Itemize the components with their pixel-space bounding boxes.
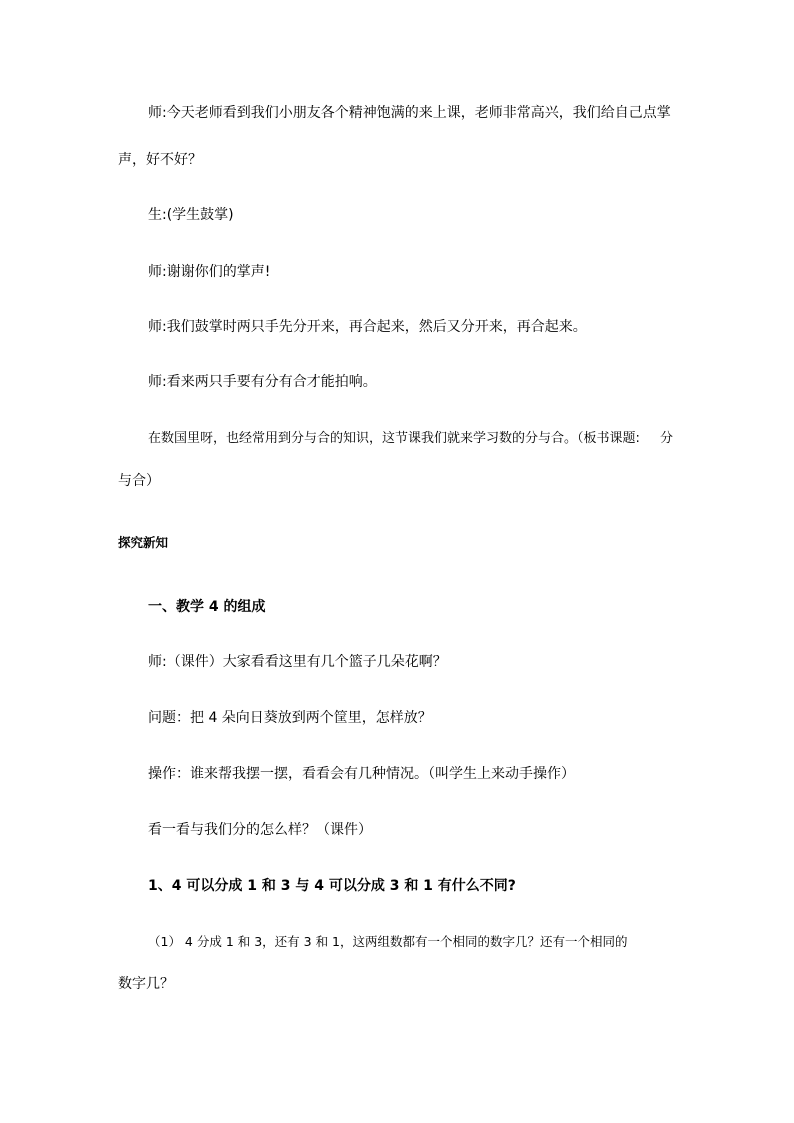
section-heading: 探究新知	[118, 535, 169, 550]
item-teacher-question: 师:（课件）大家看看这里有几个篮子几朵花啊？	[148, 654, 447, 670]
paragraph-student-clap: 生:(学生鼓掌)	[148, 207, 234, 223]
item-observe: 看一看与我们分的怎么样？（课件）	[148, 822, 372, 838]
subpoint-1-line1: （1） 4 分成 1 和 3，还有 3 和 1，这两组数都有一个相同的数字几？还有一个相同的	[148, 934, 628, 949]
paragraph-lesson-intro-tail: 分	[660, 431, 674, 446]
paragraph-teacher-clap-explain: 师:我们鼓掌时两只手先分开来，再合起来，然后又分开来，再合起来。	[148, 319, 587, 335]
paragraph-teacher-greeting-line1: 师:今天老师看到我们小朋友各个精神饱满的来上课，老师非常高兴，我们给自己点掌	[148, 105, 671, 121]
subpoint-1-line2: 数字几？	[118, 976, 174, 992]
item-problem: 问题：把 4 朵向日葵放到两个筐里，怎样放？	[148, 710, 432, 726]
paragraph-teacher-thanks: 师:谢谢你们的掌声!	[148, 264, 271, 280]
point-heading-1: 1、4 可以分成 1 和 3 与 4 可以分成 3 和 1 有什么不同?	[148, 878, 516, 894]
paragraph-teacher-greeting-line2: 声，好不好？	[118, 152, 202, 168]
paragraph-teacher-conclusion: 师:看来两只手要有分有合才能拍响。	[148, 374, 377, 390]
paragraph-lesson-intro-line1: 在数国里呀，也经常用到分与合的知识，这节课我们就来学习数的分与合。（板书课题:	[148, 431, 640, 446]
item-operation: 操作：谁来帮我摆一摆，看看会有几种情况。（叫学生上来动手操作）	[148, 766, 575, 782]
paragraph-lesson-intro-line2: 与合）	[118, 473, 160, 489]
section-subheading: 一、教学 4 的组成	[148, 599, 266, 615]
